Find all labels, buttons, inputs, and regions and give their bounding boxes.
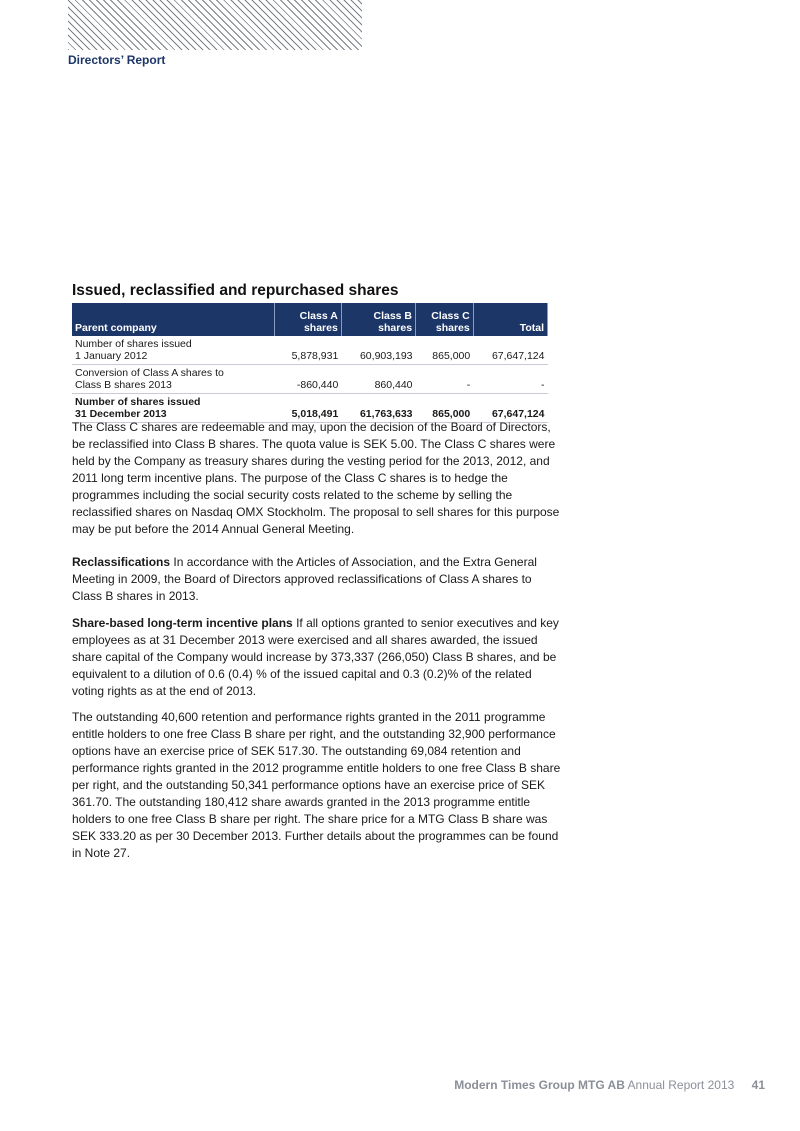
header-parent-company: Parent company: [72, 303, 268, 336]
page-footer: [454, 1078, 765, 1092]
cell-total: 67,647,124: [473, 394, 547, 423]
header-hatch-decoration: [68, 0, 362, 50]
paragraph-title: Share-based long-term incentive plans: [72, 616, 293, 630]
cell-total: -: [473, 365, 547, 394]
cell-total: 67,647,124: [473, 336, 547, 365]
table-header-row: [72, 303, 548, 336]
footer-company: Modern Times Group MTG AB: [454, 1078, 625, 1092]
header-class-c: Class C shares: [416, 303, 474, 336]
row-label: Number of shares issued 1 January 2012: [72, 336, 268, 365]
cell-class-c: 865,000: [416, 394, 474, 423]
row-label: Conversion of Class A shares to Class B shares 2013: [72, 365, 268, 394]
paragraph-class-c: The Class C shares are redeemable and may, upon the decision of the Board of Directors, be reclassified into Class B shares. The quota value is SEK 5.00. The Class C shares were held by the Company as treasury shares during the vesting period for the 2013, 2012, and 2011 long term incentive plans. The purpose of the Class C shares is to hedge the programmes including the social security costs related to the scheme by selling the reclassified shares on Nasdaq OMX Stockholm. The proposal to sell shares for this purpose may be put before the 2014 Annual General Meeting.: [72, 420, 560, 536]
section-label: Directors’ Report: [68, 53, 166, 67]
page-number: 41: [751, 1078, 765, 1092]
cell-class-c: -: [416, 365, 474, 394]
header-class-a: Class A shares: [275, 303, 342, 336]
cell-class-b: 60,903,193: [341, 336, 415, 365]
header-total: Total: [473, 303, 547, 336]
table-row: [72, 336, 548, 365]
paragraph-title: Reclassifications: [72, 555, 171, 569]
shares-table: [72, 303, 548, 423]
section-heading: Issued, reclassified and repurchased shares: [72, 282, 399, 299]
table-row: [72, 365, 548, 394]
paragraph-reclassifications: Reclassifications In accordance with the Articles of Association, and the Extra General Meeting in 2009, the Board of Directors approved reclassifications of Class A shares to Class B shares in 2013.: [72, 555, 537, 603]
cell-class-c: 865,000: [416, 336, 474, 365]
cell-class-a: 5,018,491: [275, 394, 342, 423]
cell-class-a: 5,878,931: [275, 336, 342, 365]
footer-report: Annual Report 2013: [627, 1078, 735, 1092]
row-label: Number of shares issued 31 December 2013: [72, 394, 268, 423]
cell-class-a: -860,440: [275, 365, 342, 394]
cell-class-b: 61,763,633: [341, 394, 415, 423]
paragraph-incentive-plans: Share-based long-term incentive plans If all options granted to senior executives and key employees as at 31 December 2013 were exercised and all shares awarded, the issued share capital of the Company would increase by 373,337 (266,050) Class B shares, and be equivalent to a dilution of 0.6 (0.4) % of the issued capital and 0.3 (0.2)% of the related voting rights as at the end of 2013.: [72, 616, 559, 698]
header-class-b: Class B shares: [341, 303, 415, 336]
paragraph-outstanding-rights: The outstanding 40,600 retention and performance rights granted in the 2011 programme entitle holders to one free Class B share per right, and the outstanding 32,900 performance options have an exercise price of SEK 517.30. The outstanding 69,084 retention and performance rights granted in the 2012 programme entitle holders to one free Class B share per right, and the outstanding 50,341 performance options have an exercise price of SEK 361.70. The outstanding 180,412 share awards granted in the 2013 programme entitle holders to one free Class B share per right. The share price for a MTG Class B share was SEK 333.20 as per 30 December 2013. Further details about the programmes can be found in Note 27.: [72, 710, 561, 860]
cell-class-b: 860,440: [341, 365, 415, 394]
